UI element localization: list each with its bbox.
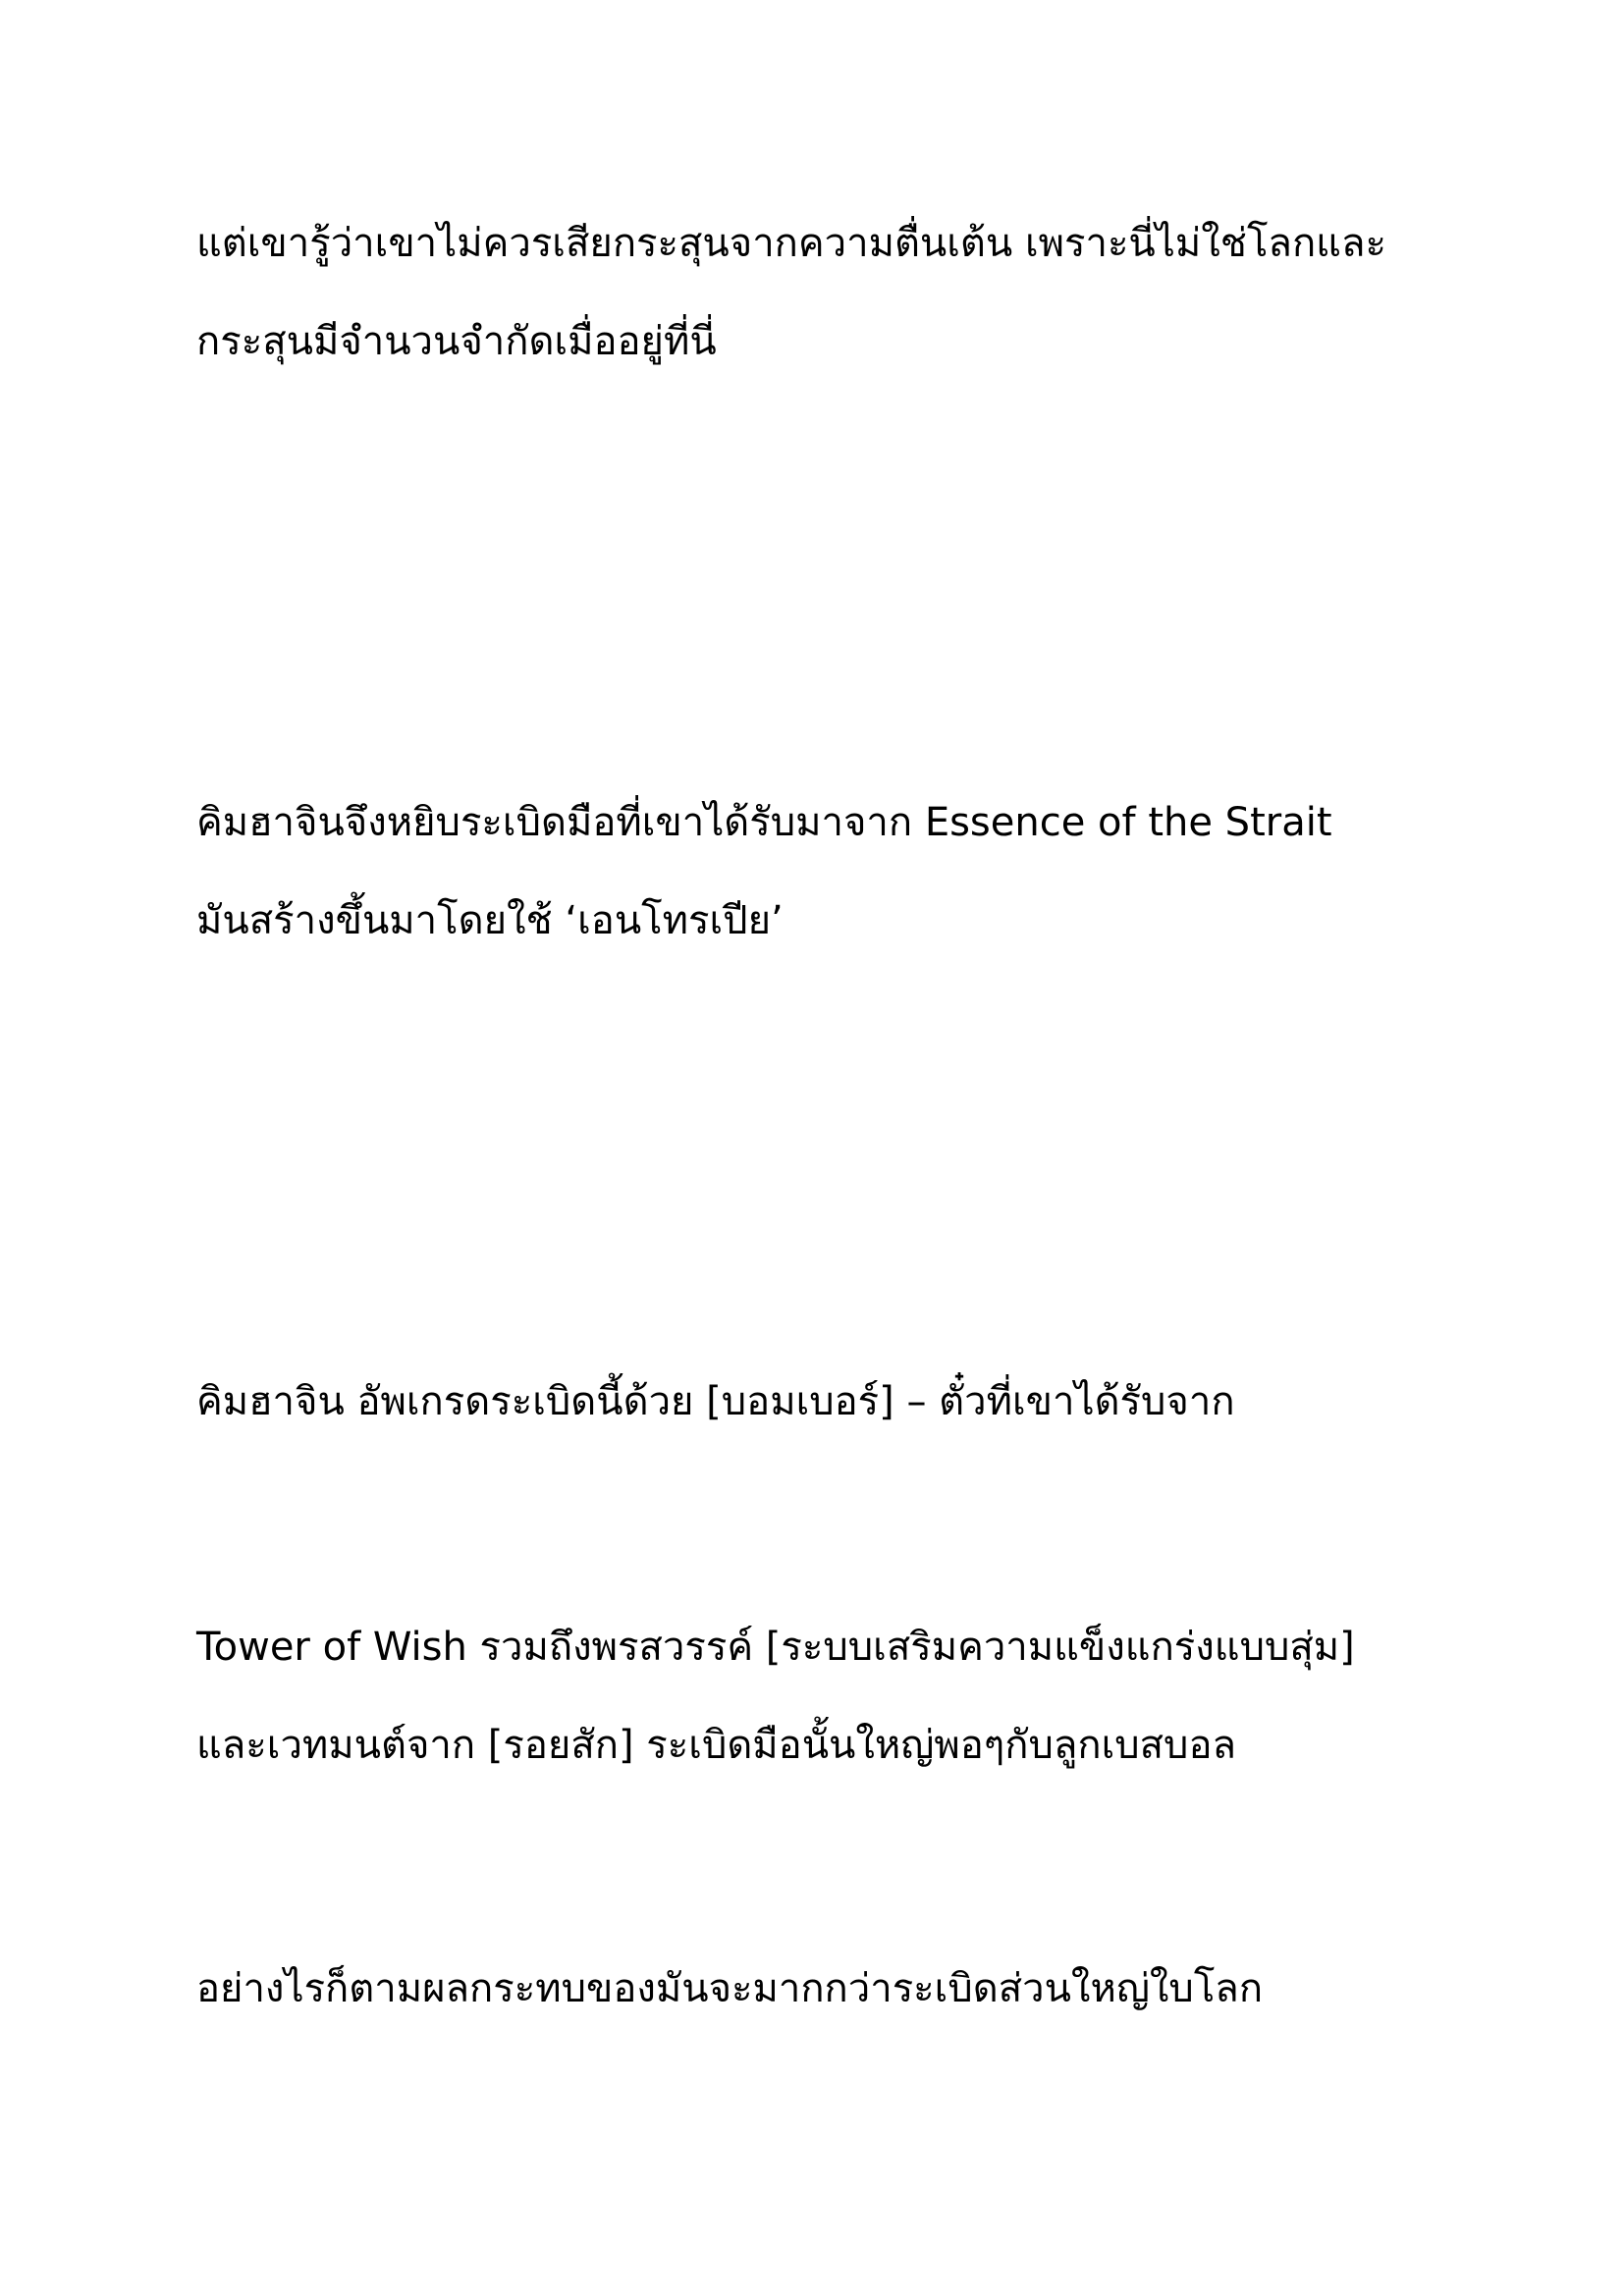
- paragraph-1-line-2: กระสุนมีจำนวนจำกัดเมื่ออยู่ที่นี่: [196, 319, 717, 364]
- paragraph-1-line-1: แต่เขารู้ว่าเขาไม่ควรเสียกระสุนจากความตื่นเต้น เพราะนี่ไม่ใช่โลกและ: [196, 221, 1386, 266]
- paragraph-5-line-1: อย่างไรก็ตามผลกระทบของมันจะมากกว่าระเบิดส่วนใหญ่ใบโลก: [196, 1966, 1264, 2011]
- paragraph-2-line-2: มันสร้างขึ้นมาโดยใช้ ‘เอนโทรเปีย’: [196, 898, 784, 943]
- paragraph-2-line-1: คิมฮาจินจึงหยิบระเบิดมือที่เขาได้รับมาจาก Essence of the Strait: [196, 800, 1332, 845]
- paragraph-4-line-2: และเวทมนต์จาก [รอยสัก] ระเบิดมือนั้นใหญ่พอๆกับลูกเบสบอล: [196, 1723, 1236, 1768]
- paragraph-3-line-1: คิมฮาจิน อัพเกรดระเบิดนี้ด้วย [บอมเบอร์] – ตั๋วที่เขาได้รับจาก: [196, 1379, 1235, 1424]
- paragraph-4-line-1: Tower of Wish รวมถึงพรสวรรค์ [ระบบเสริมความแข็งแกร่งแบบสุ่ม]: [196, 1625, 1355, 1670]
